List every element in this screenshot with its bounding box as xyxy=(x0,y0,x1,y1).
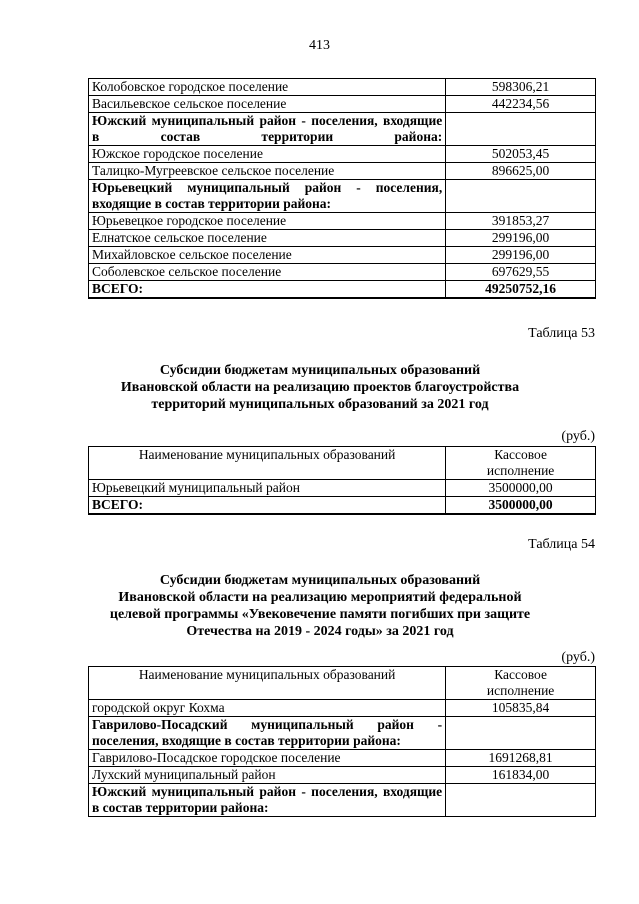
title-line: Ивановской области на реализацию мероприятий федеральной xyxy=(118,590,522,605)
row-value: 896625,00 xyxy=(446,163,596,180)
row-value: 598306,21 xyxy=(446,79,596,96)
row-value: 161834,00 xyxy=(446,767,596,784)
table-row xyxy=(89,163,596,180)
row-name: Лухский муниципальный район xyxy=(89,767,446,784)
row-value: 105835,84 xyxy=(446,700,596,717)
column-header-name: Наименование муниципальных образований xyxy=(89,667,446,700)
table-row xyxy=(89,79,596,96)
column-header-value: Кассовое исполнение xyxy=(446,447,596,480)
row-name: Юрьевецкое городское поселение xyxy=(89,213,446,230)
table-53 xyxy=(88,446,596,515)
table-row xyxy=(89,767,596,784)
row-value xyxy=(446,180,596,213)
table-row-group-header xyxy=(89,180,596,213)
table-row-group-header xyxy=(89,113,596,146)
table-row xyxy=(89,264,596,281)
row-name: Елнатское сельское поселение xyxy=(89,230,446,247)
table-total-row xyxy=(89,281,596,299)
row-value: 697629,55 xyxy=(446,264,596,281)
table-header-row xyxy=(89,667,596,700)
row-value: 442234,56 xyxy=(446,96,596,113)
table-54 xyxy=(88,666,596,817)
table-53-caption: Таблица 53 xyxy=(528,326,595,341)
table-54-unit: (руб.) xyxy=(561,650,595,665)
table-54-title xyxy=(40,572,600,640)
title-line: территорий муниципальных образований за 2021 год xyxy=(151,397,489,412)
title-line: Ивановской области на реализацию проектов благоустройства xyxy=(120,380,520,395)
row-value xyxy=(446,717,596,750)
total-label: ВСЕГО: xyxy=(89,497,446,515)
row-name: Юрьевецкий муниципальный район - поселения, входящие в состав территории района: xyxy=(89,180,446,213)
table-row xyxy=(89,700,596,717)
row-name: Гаврилово-Посадское городское поселение xyxy=(89,750,446,767)
row-value xyxy=(446,113,596,146)
table-row-group-header xyxy=(89,784,596,817)
total-value: 49250752,16 xyxy=(446,281,596,299)
row-value: 502053,45 xyxy=(446,146,596,163)
row-value: 3500000,00 xyxy=(446,480,596,497)
table-row xyxy=(89,230,596,247)
row-name: Южский муниципальный район - поселения, входящие в состав территории района: xyxy=(89,113,446,146)
table-54-caption: Таблица 54 xyxy=(528,537,595,552)
table-53-title xyxy=(40,362,600,413)
table-row xyxy=(89,213,596,230)
row-name: Гаврилово-Посадский муниципальный район - поселения, входящие в состав территории района: xyxy=(89,717,446,750)
row-name: Талицко-Мугреевское сельское поселение xyxy=(89,163,446,180)
continuation-table xyxy=(88,78,596,299)
total-label: ВСЕГО: xyxy=(89,281,446,299)
row-name: Васильевское сельское поселение xyxy=(89,96,446,113)
title-line: Субсидии бюджетам муниципальных образований xyxy=(159,363,481,378)
table-row xyxy=(89,247,596,264)
column-header-value: Кассовое исполнение xyxy=(446,667,596,700)
row-value: 299196,00 xyxy=(446,230,596,247)
table-row-group-header xyxy=(89,717,596,750)
table-total-row xyxy=(89,497,596,515)
table-row xyxy=(89,96,596,113)
title-line: Отечества на 2019 - 2024 годы» за 2021 год xyxy=(186,624,454,639)
row-value xyxy=(446,784,596,817)
row-name: Соболевское сельское поселение xyxy=(89,264,446,281)
row-name: Южское городское поселение xyxy=(89,146,446,163)
total-value: 3500000,00 xyxy=(446,497,596,515)
table-row xyxy=(89,750,596,767)
row-name: Юрьевецкий муниципальный район xyxy=(89,480,446,497)
row-name: Колобовское городское поселение xyxy=(89,79,446,96)
title-line: целевой программы «Увековечение памяти погибших при защите xyxy=(109,607,531,622)
row-name: городской округ Кохма xyxy=(89,700,446,717)
row-name: Михайловское сельское поселение xyxy=(89,247,446,264)
row-value: 391853,27 xyxy=(446,213,596,230)
row-name: Южский муниципальный район - поселения, входящие в состав территории района: xyxy=(89,784,446,817)
table-53-unit: (руб.) xyxy=(561,429,595,444)
column-header-name: Наименование муниципальных образований xyxy=(89,447,446,480)
title-line: Субсидии бюджетам муниципальных образований xyxy=(159,573,481,588)
row-value: 1691268,81 xyxy=(446,750,596,767)
page-number: 413 xyxy=(309,38,330,53)
table-row xyxy=(89,480,596,497)
table-row xyxy=(89,146,596,163)
table-header-row xyxy=(89,447,596,480)
row-value: 299196,00 xyxy=(446,247,596,264)
